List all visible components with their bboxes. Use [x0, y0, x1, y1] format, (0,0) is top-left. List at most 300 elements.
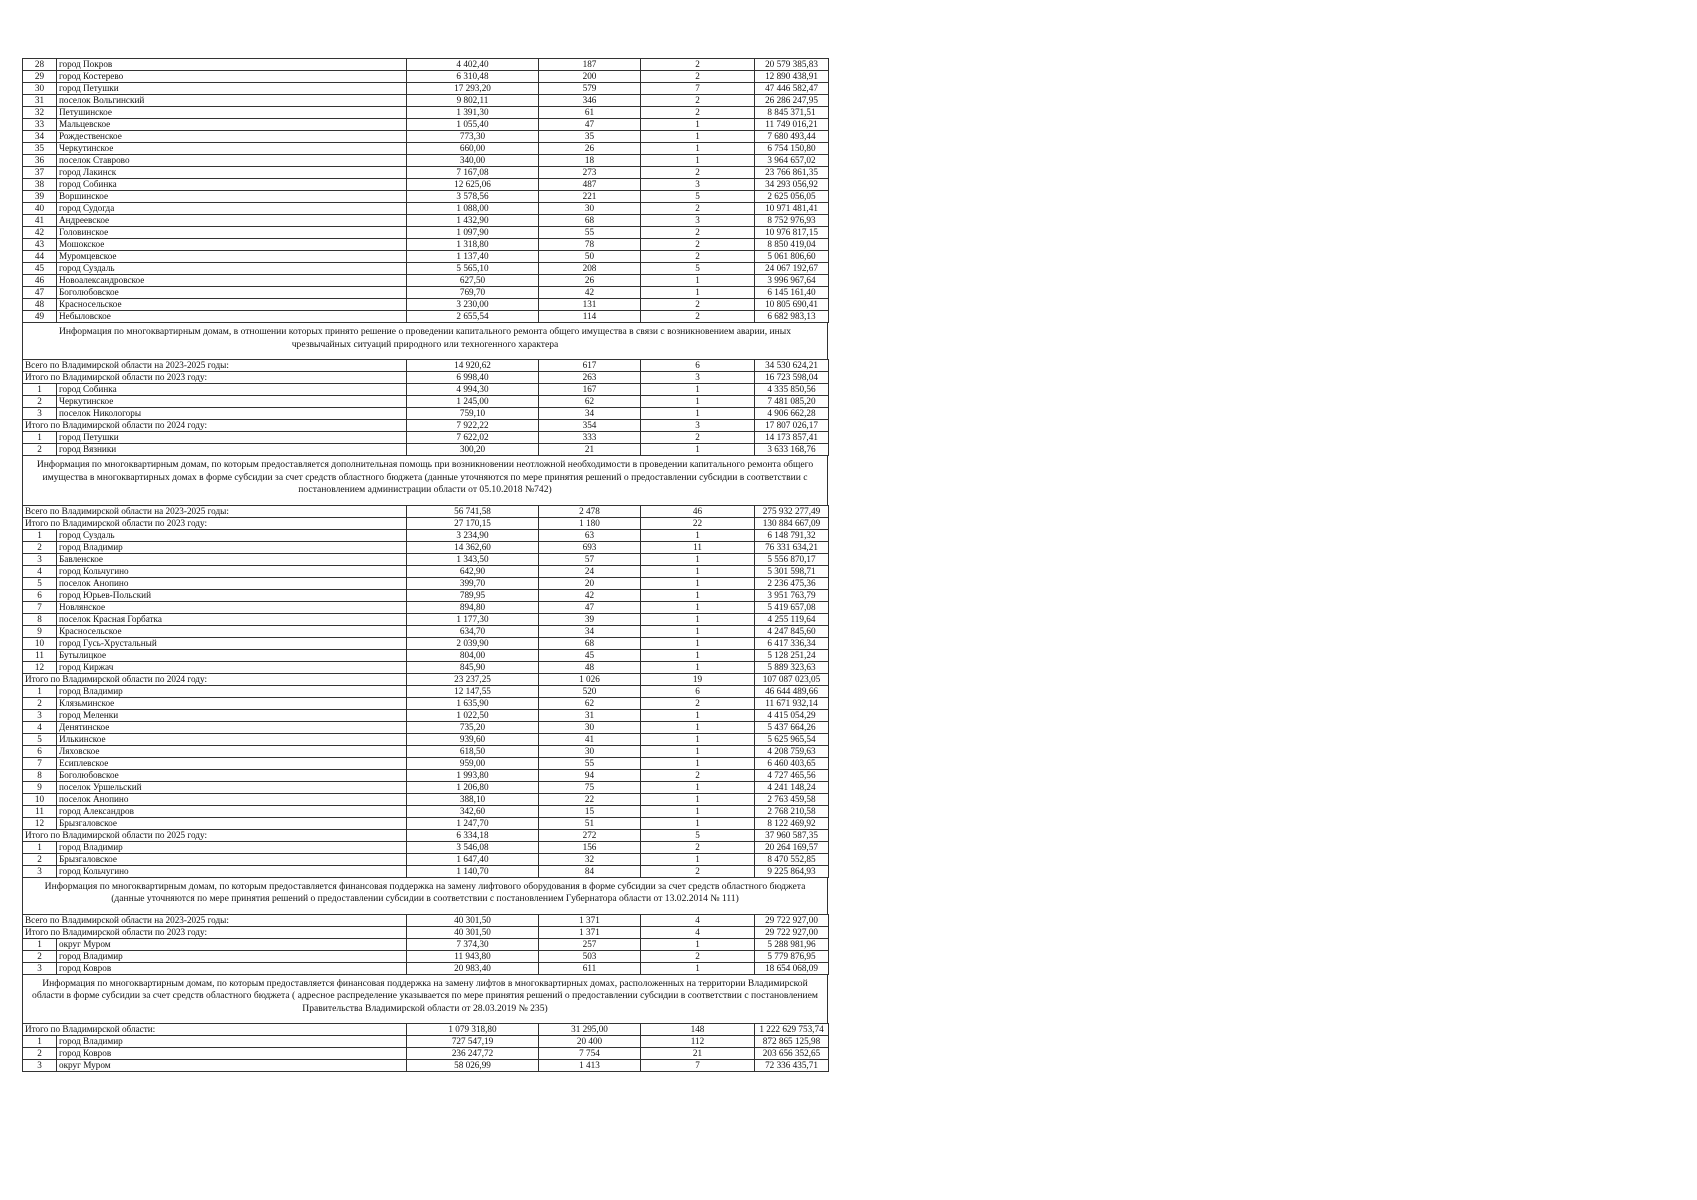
houses-count-cell: 2 [641, 950, 755, 962]
table-row [23, 962, 829, 974]
area-cell: 56 741,58 [407, 505, 539, 517]
cost-cell: 5 301 598,71 [755, 565, 829, 577]
row-number-cell: 1 [23, 841, 57, 853]
row-number-cell: 37 [23, 167, 57, 179]
cost-cell: 18 654 068,09 [755, 962, 829, 974]
cost-cell: 203 656 352,65 [755, 1048, 829, 1060]
area-cell: 1 391,30 [407, 107, 539, 119]
area-cell: 5 565,10 [407, 263, 539, 275]
area-cell: 17 293,20 [407, 83, 539, 95]
area-cell: 845,90 [407, 661, 539, 673]
municipality-cell: Красносельское [57, 299, 407, 311]
municipality-cell: поселок Никологоры [57, 408, 407, 420]
cost-cell: 2 763 459,58 [755, 793, 829, 805]
residents-cell: 200 [539, 71, 641, 83]
row-number-cell: 2 [23, 697, 57, 709]
area-cell: 3 546,08 [407, 841, 539, 853]
row-number-cell: 8 [23, 613, 57, 625]
houses-count-cell: 1 [641, 119, 755, 131]
cost-cell: 10 805 690,41 [755, 299, 829, 311]
residents-cell: 520 [539, 685, 641, 697]
residents-cell: 1 180 [539, 517, 641, 529]
row-number-cell: 45 [23, 263, 57, 275]
row-number-cell: 6 [23, 589, 57, 601]
table-row [23, 107, 829, 119]
table-row [23, 649, 829, 661]
municipality-cell: город Юрьев-Польский [57, 589, 407, 601]
houses-count-cell: 2 [641, 841, 755, 853]
cost-cell: 6 145 161,40 [755, 287, 829, 299]
area-cell: 388,10 [407, 793, 539, 805]
residents-cell: 42 [539, 589, 641, 601]
table-row [23, 432, 829, 444]
cost-cell: 5 128 251,24 [755, 649, 829, 661]
table-row [23, 721, 829, 733]
houses-count-cell: 1 [641, 721, 755, 733]
municipality-cell: поселок Ставрово [57, 155, 407, 167]
houses-count-cell: 21 [641, 1048, 755, 1060]
row-number-cell: 3 [23, 865, 57, 877]
row-number-cell: 2 [23, 396, 57, 408]
area-cell: 1 088,00 [407, 203, 539, 215]
table-row [23, 59, 829, 71]
municipality-cell: Мальцевское [57, 119, 407, 131]
area-cell: 773,30 [407, 131, 539, 143]
table-row [23, 71, 829, 83]
residents-cell: 30 [539, 721, 641, 733]
residents-cell: 156 [539, 841, 641, 853]
houses-count-cell: 3 [641, 372, 755, 384]
residents-cell: 26 [539, 275, 641, 287]
municipality-cell: город Петушки [57, 432, 407, 444]
residents-cell: 35 [539, 131, 641, 143]
residents-cell: 2 478 [539, 505, 641, 517]
municipality-cell: город Вязники [57, 444, 407, 456]
area-cell: 7 374,30 [407, 938, 539, 950]
houses-count-cell: 2 [641, 251, 755, 263]
houses-count-cell: 2 [641, 299, 755, 311]
section-heading: Информация по многоквартирным домам, по которым предоставляется финансовая поддержка на замену лифтов в многоквартирных домах, расположенных на территории Владимирской области в форме субсидии за счет средств областного бюджета ( адресное распределение указывается по мере принятия решений о предоставлении субсидии в соответствии с постановлением Правительства Владимирской области от 28.03.2019 № 235) [22, 975, 828, 1020]
cost-cell: 11 671 932,14 [755, 697, 829, 709]
area-cell: 3 578,56 [407, 191, 539, 203]
cost-cell: 5 779 876,95 [755, 950, 829, 962]
area-cell: 789,95 [407, 589, 539, 601]
residents-cell: 30 [539, 203, 641, 215]
houses-count-cell: 4 [641, 926, 755, 938]
row-number-cell: 7 [23, 601, 57, 613]
table-row [23, 408, 829, 420]
row-number-cell: 2 [23, 541, 57, 553]
table-row [23, 396, 829, 408]
residents-cell: 487 [539, 179, 641, 191]
table-row [23, 541, 829, 553]
area-cell: 7 167,08 [407, 167, 539, 179]
table-row [23, 757, 829, 769]
total-label-cell: Итого по Владимирской области по 2023 году: [23, 372, 407, 384]
residents-cell: 55 [539, 227, 641, 239]
cost-cell: 6 417 336,34 [755, 637, 829, 649]
residents-cell: 31 295,00 [539, 1024, 641, 1036]
table-row [23, 143, 829, 155]
table-row [23, 179, 829, 191]
municipality-cell: Петушинское [57, 107, 407, 119]
houses-count-cell: 1 [641, 565, 755, 577]
area-cell: 236 247,72 [407, 1048, 539, 1060]
municipality-cell: поселок Анопино [57, 577, 407, 589]
cost-cell: 29 722 927,00 [755, 914, 829, 926]
total-row [23, 673, 829, 685]
residents-cell: 22 [539, 793, 641, 805]
municipality-cell: Черкутинское [57, 143, 407, 155]
table-row [23, 311, 829, 323]
row-number-cell: 3 [23, 962, 57, 974]
table-row [23, 733, 829, 745]
municipality-cell: город Судогда [57, 203, 407, 215]
area-cell: 769,70 [407, 287, 539, 299]
residents-cell: 257 [539, 938, 641, 950]
houses-count-cell: 1 [641, 287, 755, 299]
municipality-cell: город Суздаль [57, 263, 407, 275]
cost-cell: 4 247 845,60 [755, 625, 829, 637]
table-row [23, 191, 829, 203]
cost-cell: 10 976 817,15 [755, 227, 829, 239]
houses-count-cell: 4 [641, 914, 755, 926]
municipality-cell: Черкутинское [57, 396, 407, 408]
municipality-cell: Илькинское [57, 733, 407, 745]
houses-count-cell: 2 [641, 71, 755, 83]
table-row [23, 613, 829, 625]
area-cell: 7 922,22 [407, 420, 539, 432]
cost-cell: 5 061 806,60 [755, 251, 829, 263]
area-cell: 399,70 [407, 577, 539, 589]
table-row [23, 131, 829, 143]
table-row [23, 83, 829, 95]
residents-cell: 94 [539, 769, 641, 781]
area-cell: 340,00 [407, 155, 539, 167]
row-number-cell: 35 [23, 143, 57, 155]
cost-cell: 26 286 247,95 [755, 95, 829, 107]
municipality-cell: Красносельское [57, 625, 407, 637]
row-number-cell: 1 [23, 938, 57, 950]
residents-cell: 579 [539, 83, 641, 95]
row-number-cell: 34 [23, 131, 57, 143]
municipality-cell: поселок Уршельский [57, 781, 407, 793]
row-number-cell: 38 [23, 179, 57, 191]
table-row [23, 793, 829, 805]
cost-cell: 5 419 657,08 [755, 601, 829, 613]
cost-cell: 5 625 965,54 [755, 733, 829, 745]
total-label-cell: Итого по Владимирской области по 2024 году: [23, 420, 407, 432]
area-cell: 40 301,50 [407, 914, 539, 926]
cost-cell: 6 460 403,65 [755, 757, 829, 769]
area-cell: 959,00 [407, 757, 539, 769]
area-cell: 20 983,40 [407, 962, 539, 974]
row-number-cell: 41 [23, 215, 57, 227]
houses-count-cell: 5 [641, 829, 755, 841]
residents-cell: 617 [539, 360, 641, 372]
table-row [23, 685, 829, 697]
area-cell: 6 998,40 [407, 372, 539, 384]
cost-cell: 76 331 634,21 [755, 541, 829, 553]
cost-cell: 5 288 981,96 [755, 938, 829, 950]
row-number-cell: 9 [23, 781, 57, 793]
houses-count-cell: 1 [641, 143, 755, 155]
cost-cell: 11 749 016,21 [755, 119, 829, 131]
municipality-cell: Ляховское [57, 745, 407, 757]
area-cell: 894,80 [407, 601, 539, 613]
municipality-cell: город Владимир [57, 950, 407, 962]
table-row [23, 1060, 829, 1072]
houses-count-cell: 2 [641, 432, 755, 444]
houses-count-cell: 1 [641, 745, 755, 757]
area-cell: 1 177,30 [407, 613, 539, 625]
row-number-cell: 29 [23, 71, 57, 83]
total-label-cell: Итого по Владимирской области: [23, 1024, 407, 1036]
cost-cell: 20 579 385,83 [755, 59, 829, 71]
row-number-cell: 12 [23, 661, 57, 673]
table-row [23, 853, 829, 865]
cost-cell: 3 951 763,79 [755, 589, 829, 601]
table-row [23, 227, 829, 239]
houses-count-cell: 1 [641, 793, 755, 805]
residents-cell: 48 [539, 661, 641, 673]
table-row [23, 155, 829, 167]
houses-count-cell: 1 [641, 637, 755, 649]
municipality-cell: Новоалександровское [57, 275, 407, 287]
section-heading: Информация по многоквартирным домам, по которым предоставляется дополнительная помощь при возникновении неотложной необходимости в проведении капитального ремонта общего имущества в многоквартирных домах в форме субсидии за счет средств областного бюджета (данные уточняются по мере принятия решений о предоставлении субсидии в соответствии с постановлением администрации области от 05.10.2018 №742) [22, 456, 828, 501]
total-row [23, 1024, 829, 1036]
row-number-cell: 36 [23, 155, 57, 167]
municipality-cell: Боголюбовское [57, 769, 407, 781]
municipality-cell: Клязьминское [57, 697, 407, 709]
cost-cell: 14 173 857,41 [755, 432, 829, 444]
row-number-cell: 42 [23, 227, 57, 239]
cost-cell: 10 971 481,41 [755, 203, 829, 215]
houses-count-cell: 148 [641, 1024, 755, 1036]
municipality-cell: город Кольчугино [57, 865, 407, 877]
residents-cell: 41 [539, 733, 641, 745]
houses-count-cell: 2 [641, 239, 755, 251]
municipality-cell: Воршинское [57, 191, 407, 203]
row-number-cell: 47 [23, 287, 57, 299]
table-row [23, 1036, 829, 1048]
residents-cell: 42 [539, 287, 641, 299]
residents-cell: 272 [539, 829, 641, 841]
cost-cell: 6 754 150,80 [755, 143, 829, 155]
row-number-cell: 40 [23, 203, 57, 215]
area-cell: 2 655,54 [407, 311, 539, 323]
table-row [23, 661, 829, 673]
residents-cell: 45 [539, 649, 641, 661]
residents-cell: 30 [539, 745, 641, 757]
area-cell: 1 635,90 [407, 697, 539, 709]
cost-cell: 37 960 587,35 [755, 829, 829, 841]
area-cell: 1 137,40 [407, 251, 539, 263]
residents-cell: 47 [539, 601, 641, 613]
row-number-cell: 46 [23, 275, 57, 287]
row-number-cell: 2 [23, 950, 57, 962]
area-cell: 1 079 318,80 [407, 1024, 539, 1036]
area-cell: 634,70 [407, 625, 539, 637]
area-cell: 735,20 [407, 721, 539, 733]
cost-cell: 4 906 662,28 [755, 408, 829, 420]
row-number-cell: 9 [23, 625, 57, 637]
residents-cell: 62 [539, 697, 641, 709]
houses-count-cell: 2 [641, 227, 755, 239]
residents-cell: 114 [539, 311, 641, 323]
municipality-cell: город Собинка [57, 179, 407, 191]
houses-count-cell: 1 [641, 553, 755, 565]
row-number-cell: 1 [23, 384, 57, 396]
total-row [23, 420, 829, 432]
area-cell: 300,20 [407, 444, 539, 456]
row-number-cell: 3 [23, 553, 57, 565]
area-cell: 6 334,18 [407, 829, 539, 841]
section-heading: Информация по многоквартирным домам, в отношении которых принято решение о проведении капитального ремонта общего имущества в связи с возникновением аварии, иных чрезвычайных ситуаций природного или техногенного характера [22, 323, 828, 355]
residents-cell: 62 [539, 396, 641, 408]
houses-count-cell: 1 [641, 275, 755, 287]
row-number-cell: 49 [23, 311, 57, 323]
data-table [22, 359, 829, 456]
residents-cell: 187 [539, 59, 641, 71]
cost-cell: 34 293 056,92 [755, 179, 829, 191]
row-number-cell: 2 [23, 444, 57, 456]
municipality-cell: город Покров [57, 59, 407, 71]
row-number-cell: 1 [23, 432, 57, 444]
area-cell: 1 432,90 [407, 215, 539, 227]
municipality-cell: Рождественское [57, 131, 407, 143]
total-label-cell: Всего по Владимирской области на 2023-2025 годы: [23, 914, 407, 926]
municipality-cell: Мошокское [57, 239, 407, 251]
residents-cell: 78 [539, 239, 641, 251]
row-number-cell: 32 [23, 107, 57, 119]
area-cell: 3 230,00 [407, 299, 539, 311]
table-row [23, 263, 829, 275]
area-cell: 23 237,25 [407, 673, 539, 685]
cost-cell: 2 236 475,36 [755, 577, 829, 589]
residents-cell: 333 [539, 432, 641, 444]
section-heading: Информация по многоквартирным домам, по которым предоставляется финансовая поддержка на замену лифтового оборудования в форме субсидии за счет средств областного бюджета (данные уточняются по мере принятия решений о предоставлении субсидии в соответствии с постановлением Губернатора области от 13.02.2014 № 111) [22, 878, 828, 910]
houses-count-cell: 1 [641, 649, 755, 661]
residents-cell: 167 [539, 384, 641, 396]
municipality-cell: поселок Красная Горбатка [57, 613, 407, 625]
municipality-cell: город Гусь-Хрустальный [57, 637, 407, 649]
residents-cell: 503 [539, 950, 641, 962]
table-row [23, 601, 829, 613]
municipality-cell: Брызгаловское [57, 817, 407, 829]
table-row [23, 745, 829, 757]
houses-count-cell: 112 [641, 1036, 755, 1048]
cost-cell: 12 890 438,91 [755, 71, 829, 83]
municipality-cell: город Кольчугино [57, 565, 407, 577]
row-number-cell: 1 [23, 1036, 57, 1048]
municipality-cell: округ Муром [57, 1060, 407, 1072]
area-cell: 6 310,48 [407, 71, 539, 83]
row-number-cell: 10 [23, 637, 57, 649]
cost-cell: 47 446 582,47 [755, 83, 829, 95]
houses-count-cell: 1 [641, 962, 755, 974]
municipality-cell: округ Муром [57, 938, 407, 950]
cost-cell: 20 264 169,57 [755, 841, 829, 853]
row-number-cell: 3 [23, 408, 57, 420]
houses-count-cell: 1 [641, 155, 755, 167]
area-cell: 1 055,40 [407, 119, 539, 131]
cost-cell: 872 865 125,98 [755, 1036, 829, 1048]
municipality-cell: город Костерево [57, 71, 407, 83]
data-table [22, 914, 829, 975]
area-cell: 14 920,62 [407, 360, 539, 372]
row-number-cell: 28 [23, 59, 57, 71]
municipality-cell: город Владимир [57, 541, 407, 553]
cost-cell: 3 964 657,02 [755, 155, 829, 167]
area-cell: 1 247,70 [407, 817, 539, 829]
houses-count-cell: 2 [641, 59, 755, 71]
municipality-cell: город Суздаль [57, 529, 407, 541]
residents-cell: 20 [539, 577, 641, 589]
houses-count-cell: 1 [641, 384, 755, 396]
table-row [23, 709, 829, 721]
row-number-cell: 44 [23, 251, 57, 263]
row-number-cell: 10 [23, 793, 57, 805]
area-cell: 642,90 [407, 565, 539, 577]
row-number-cell: 4 [23, 565, 57, 577]
cost-cell: 17 807 026,17 [755, 420, 829, 432]
table-row [23, 529, 829, 541]
row-number-cell: 1 [23, 685, 57, 697]
table-row [23, 275, 829, 287]
residents-cell: 131 [539, 299, 641, 311]
table-row [23, 805, 829, 817]
houses-count-cell: 1 [641, 709, 755, 721]
data-table [22, 58, 829, 323]
area-cell: 12 625,06 [407, 179, 539, 191]
residents-cell: 1 413 [539, 1060, 641, 1072]
residents-cell: 1 371 [539, 914, 641, 926]
houses-count-cell: 1 [641, 529, 755, 541]
municipality-cell: город Владимир [57, 685, 407, 697]
row-number-cell: 3 [23, 1060, 57, 1072]
total-row [23, 372, 829, 384]
houses-count-cell: 1 [641, 396, 755, 408]
area-cell: 9 802,11 [407, 95, 539, 107]
cost-cell: 107 087 023,05 [755, 673, 829, 685]
cost-cell: 8 850 419,04 [755, 239, 829, 251]
total-label-cell: Итого по Владимирской области по 2023 году: [23, 926, 407, 938]
area-cell: 58 026,99 [407, 1060, 539, 1072]
table-row [23, 769, 829, 781]
table-row [23, 215, 829, 227]
houses-count-cell: 2 [641, 865, 755, 877]
row-number-cell: 39 [23, 191, 57, 203]
residents-cell: 273 [539, 167, 641, 179]
residents-cell: 34 [539, 625, 641, 637]
area-cell: 1 343,50 [407, 553, 539, 565]
total-row [23, 829, 829, 841]
cost-cell: 4 415 054,29 [755, 709, 829, 721]
cost-cell: 5 889 323,63 [755, 661, 829, 673]
area-cell: 342,60 [407, 805, 539, 817]
table-row [23, 817, 829, 829]
total-label-cell: Всего по Владимирской области на 2023-2025 годы: [23, 360, 407, 372]
total-label-cell: Итого по Владимирской области по 2023 году: [23, 517, 407, 529]
cost-cell: 5 437 664,26 [755, 721, 829, 733]
houses-count-cell: 1 [641, 817, 755, 829]
cost-cell: 2 625 056,05 [755, 191, 829, 203]
houses-count-cell: 11 [641, 541, 755, 553]
table-row [23, 841, 829, 853]
municipality-cell: город Собинка [57, 384, 407, 396]
houses-count-cell: 2 [641, 167, 755, 179]
